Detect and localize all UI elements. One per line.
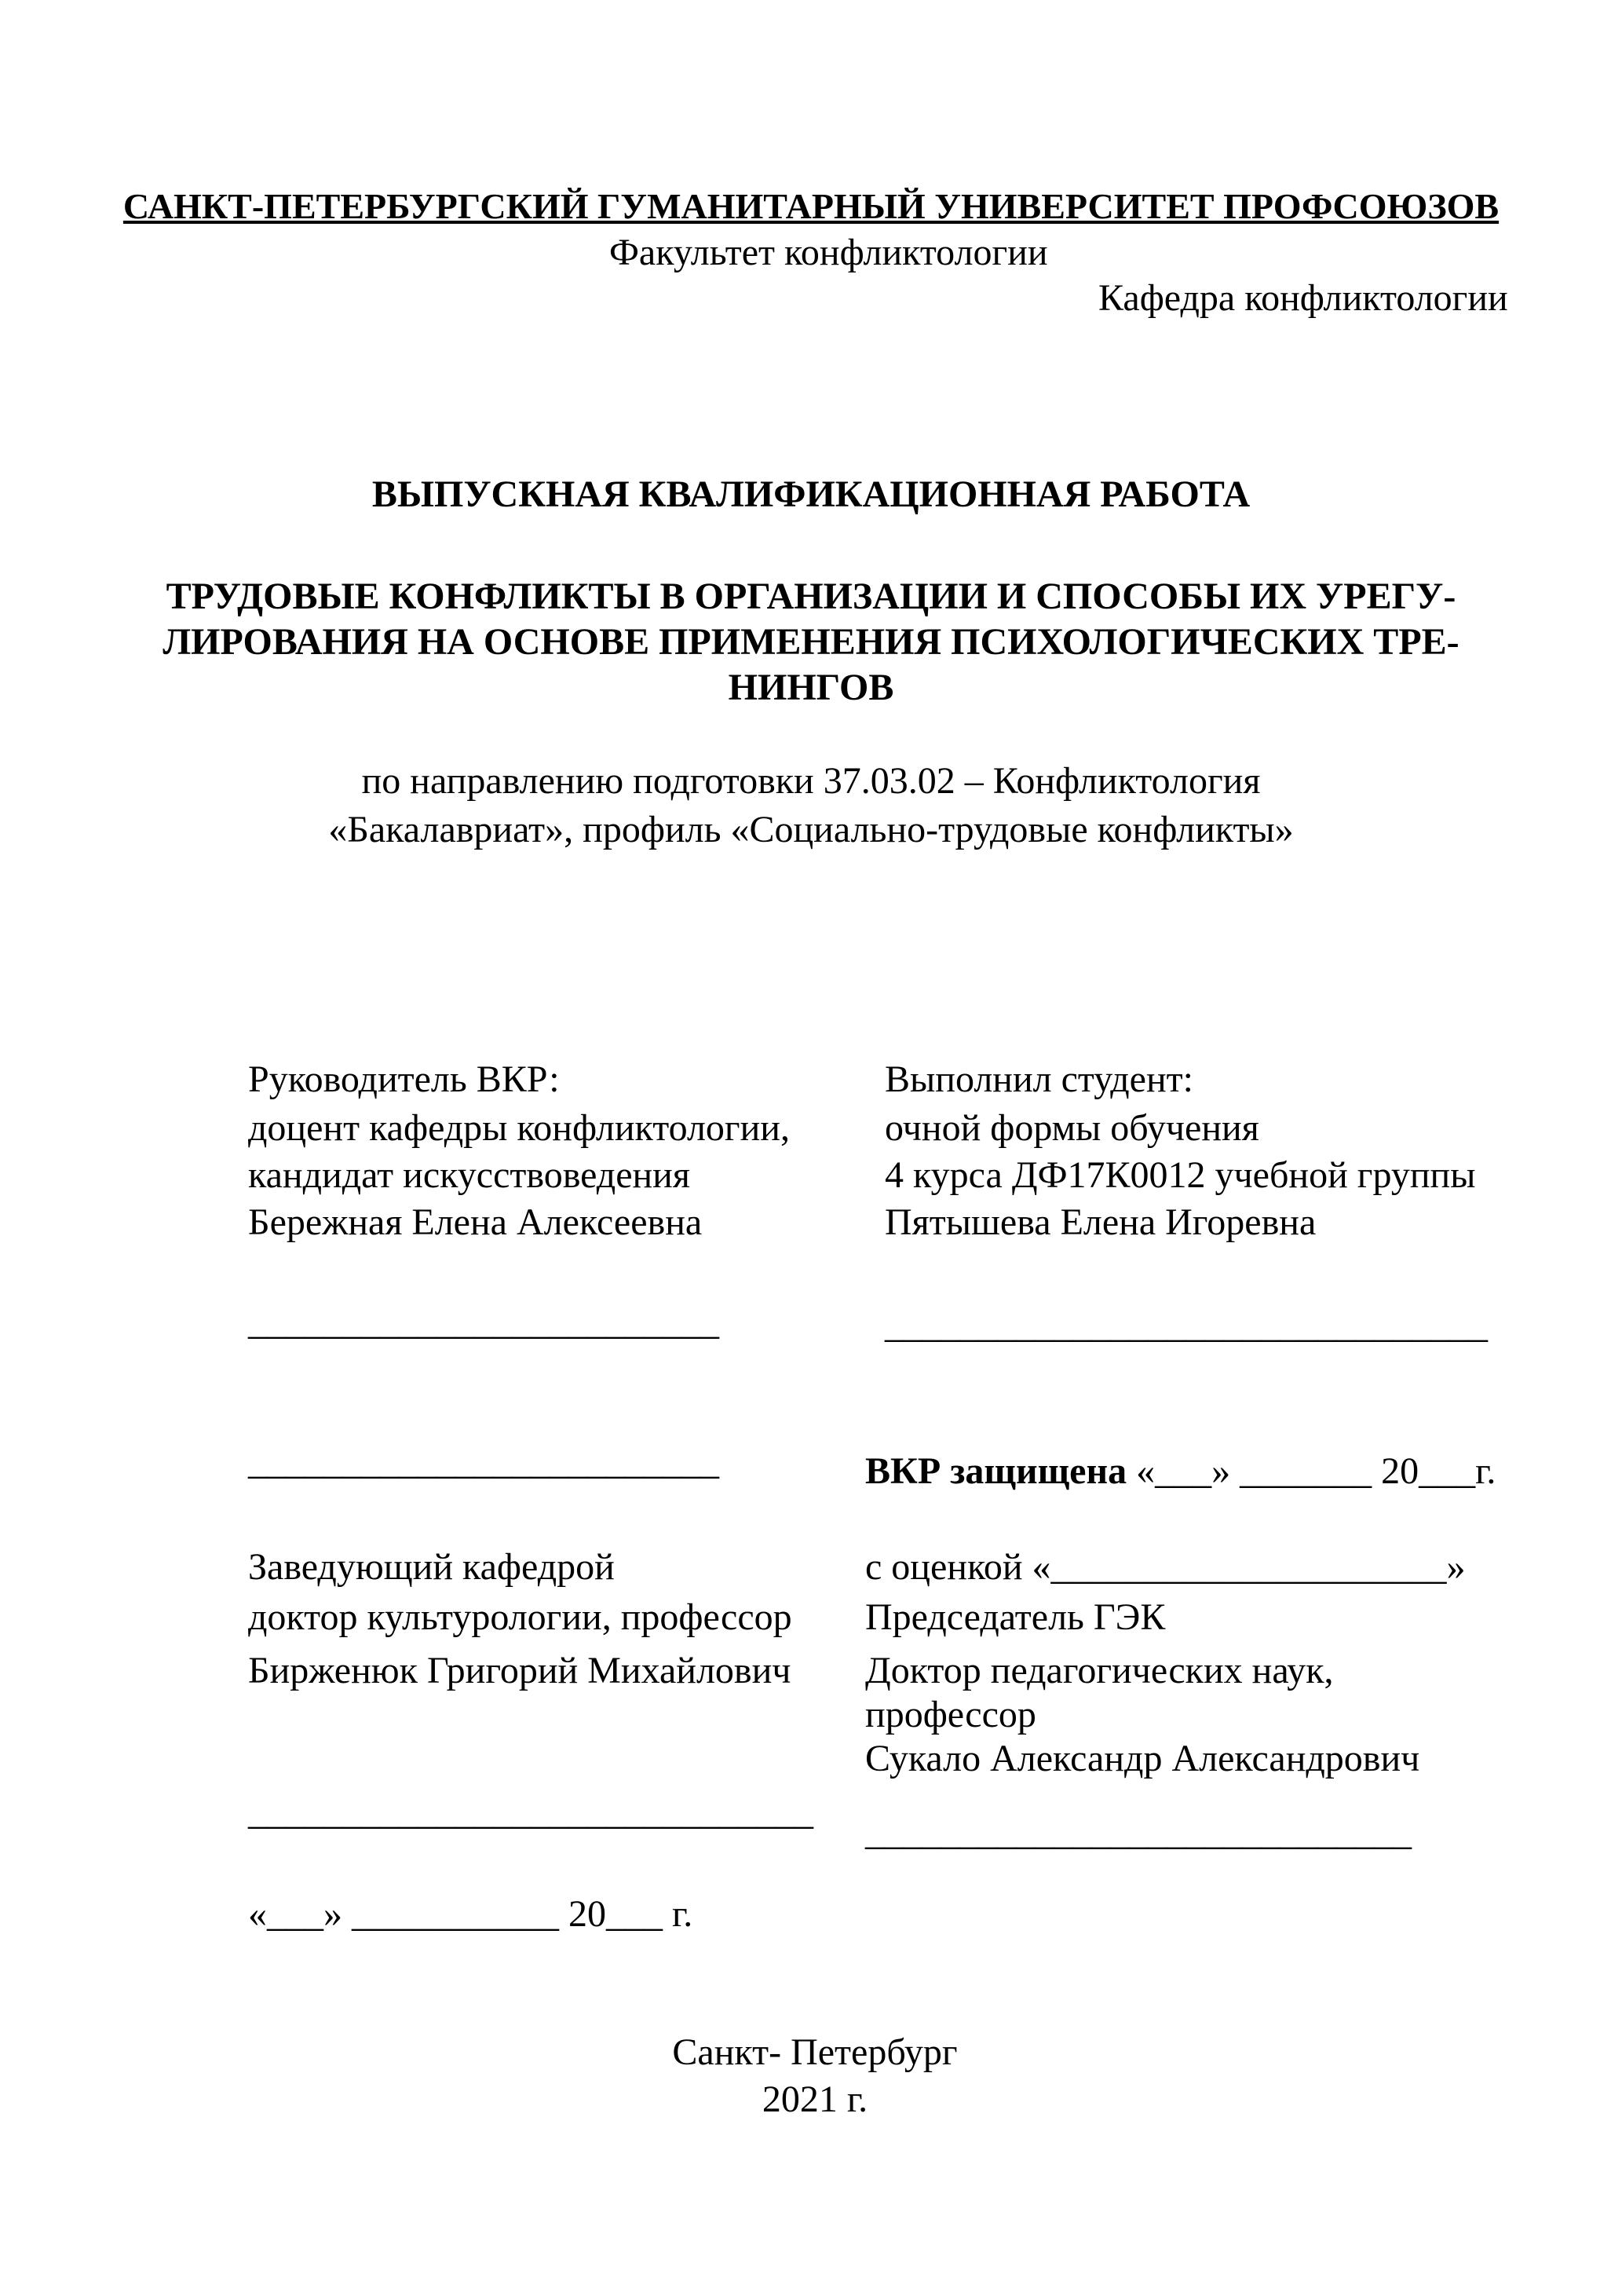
student-signature-line: ________________________________ [885, 1304, 1488, 1346]
chair-position: профессор [865, 1694, 1036, 1735]
topic-line-3: НИНГОВ [728, 667, 894, 708]
supervisor-degree: кандидат искусствоведения [248, 1154, 690, 1196]
defense-status [865, 1450, 1496, 1492]
student-group: 4 курса ДФ17К0012 учебной группы [885, 1154, 1476, 1196]
student-role: Выполнил студент: [885, 1058, 1193, 1100]
defense-label: ВКР защищена [865, 1450, 1127, 1492]
chair-signature-line: _____________________________ [865, 1812, 1412, 1853]
footer-city: Санкт- Петербург [672, 2031, 958, 2073]
study-direction: по направлению подготовки 37.03.02 – Конфликтология [361, 760, 1261, 802]
department-name: Кафедра конфликтологии [1098, 277, 1508, 319]
faculty-name: Факультет конфликтологии [609, 232, 1048, 273]
chair-degree: Доктор педагогических наук, [865, 1650, 1334, 1691]
study-profile: «Бакалавриат», профиль «Социально-трудовые конфликты» [328, 809, 1294, 850]
head-name: Бирженюк Григорий Михайлович [248, 1650, 791, 1691]
supervisor-second-line: _________________________ [248, 1441, 719, 1483]
supervisor-name: Бережная Елена Алексеевна [248, 1201, 703, 1243]
defense-date-blank: «___» _______ 20___г. [1127, 1450, 1496, 1492]
head-title: Заведующий кафедрой [248, 1546, 615, 1588]
head-signature-line: ______________________________ [248, 1791, 813, 1833]
university-name: САНКТ-ПЕТЕРБУРГСКИЙ ГУМАНИТАРНЫЙ УНИВЕРСИТЕТ ПРОФСОЮЗОВ [122, 186, 1500, 226]
student-study-form: очной формы обучения [885, 1107, 1259, 1149]
supervisor-position: доцент кафедры конфликтологии, [248, 1107, 790, 1149]
chair-name: Сукало Александр Александрович [865, 1738, 1420, 1779]
footer-year: 2021 г. [762, 2078, 868, 2120]
head-date: «___» ___________ 20___ г. [248, 1893, 693, 1935]
topic-line-2: ЛИРОВАНИЯ НА ОСНОВЕ ПРИМЕНЕНИЯ ПСИХОЛОГИЧЕСКИХ ТРЕ- [163, 621, 1459, 663]
student-name: Пятышева Елена Игоревна [885, 1201, 1317, 1243]
supervisor-signature-line: _________________________ [248, 1301, 719, 1343]
work-type-heading: ВЫПУСКНАЯ КВАЛИФИКАЦИОННАЯ РАБОТА [371, 473, 1251, 515]
supervisor-role: Руководитель ВКР: [248, 1058, 560, 1100]
chair-title: Председатель ГЭК [865, 1596, 1166, 1638]
head-degree: доктор культурологии, профессор [248, 1596, 792, 1638]
topic-line-1: ТРУДОВЫЕ КОНФЛИКТЫ В ОРГАНИЗАЦИИ И СПОСОБЫ ИХ УРЕГУ- [166, 576, 1456, 617]
defense-grade: с оценкой «_____________________» [865, 1546, 1466, 1588]
